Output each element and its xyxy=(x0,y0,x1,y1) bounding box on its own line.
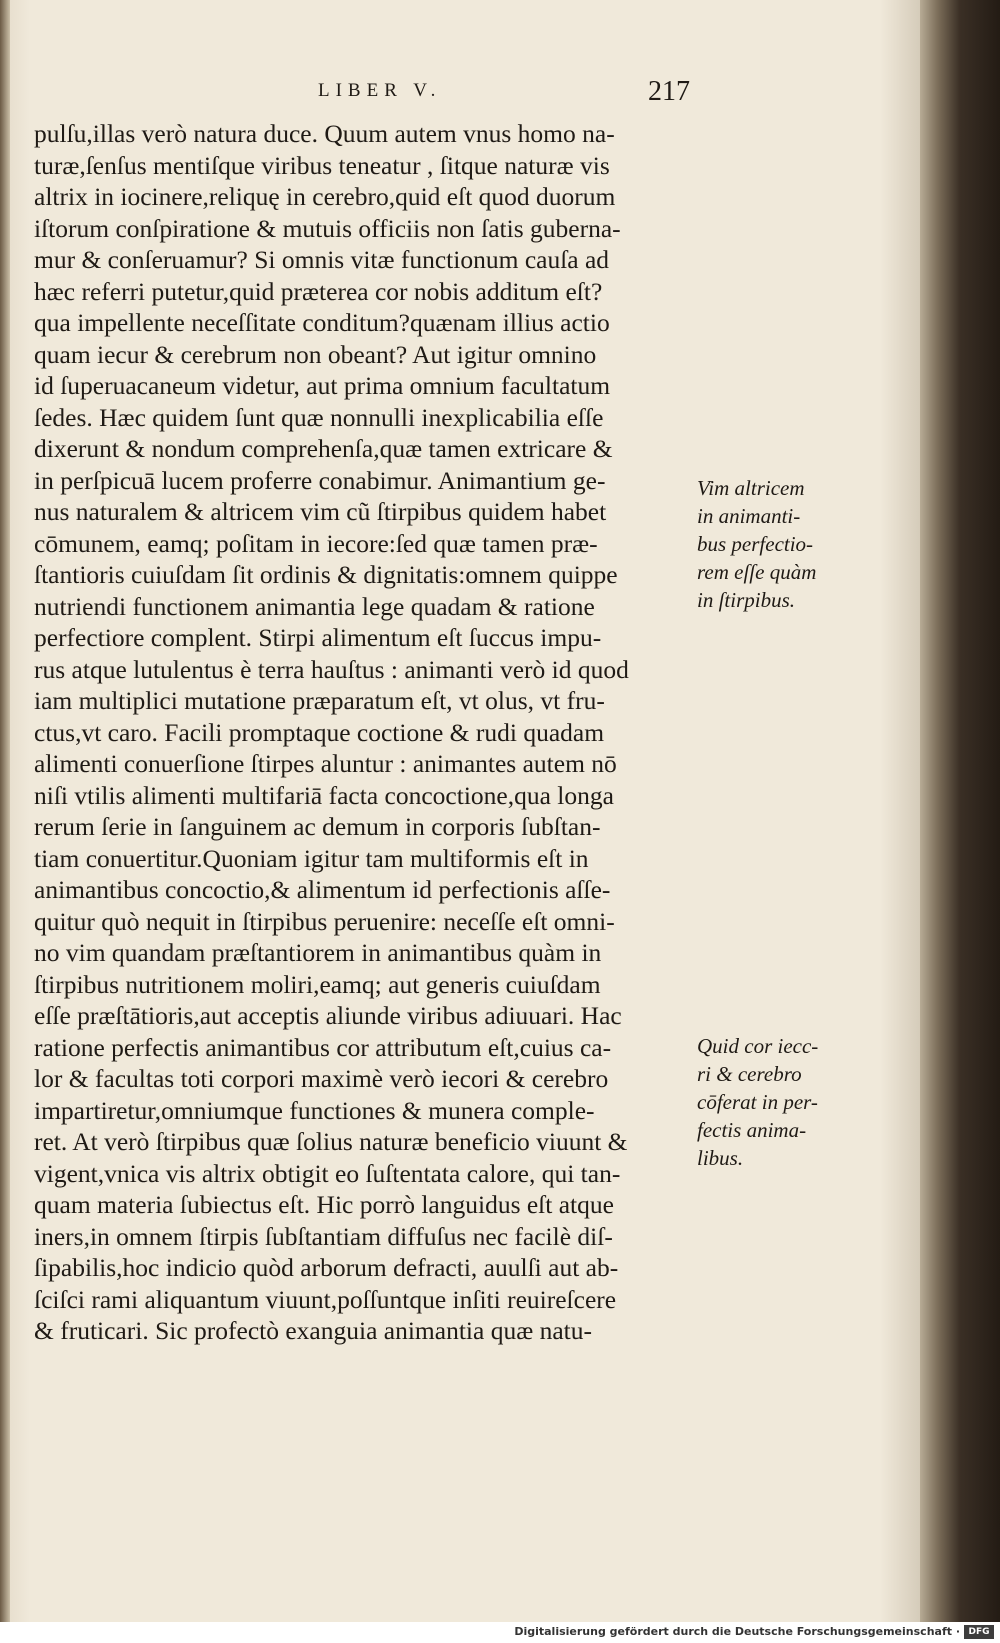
page-number: 217 xyxy=(648,76,690,107)
text-line: perfectiore complent. Stirpi alimentum eſt ſuccus impu- xyxy=(34,623,602,652)
text-line: rerum ſerie in ſanguinem ac demum in corporis ſubſtan- xyxy=(34,812,601,841)
text-line: ratione perfectis animantibus cor attributum eſt,cuius ca- xyxy=(34,1032,612,1062)
marginal-note-altricem xyxy=(697,474,862,614)
text-line: ſciſci rami aliquantum viuunt,poſſuntque inſiti reuireſcere xyxy=(34,1284,617,1314)
text-line: nutriendi functionem animantia lege quadam & ratione xyxy=(34,591,595,621)
marginal-note-cor xyxy=(697,1032,862,1172)
marginal-note-line: libus. xyxy=(697,1146,744,1170)
page-shadow-edge xyxy=(920,0,1000,1622)
marginal-note-line: Quid cor iecc- xyxy=(697,1034,819,1058)
footer-bar xyxy=(0,1622,1000,1643)
marginal-note-line: rem eſſe quàm xyxy=(697,560,817,584)
text-line: eſſe præſtātioris,aut acceptis aliunde viribus adiuuari. Hac xyxy=(34,1001,622,1030)
text-line: rus atque lutulentus è terra hauſtus : animanti verò id quod xyxy=(34,654,629,684)
marginal-note-line: cōferat in per- xyxy=(697,1090,818,1114)
text-line: quam materia ſubiectus eſt. Hic porrò languidus eſt atque xyxy=(34,1190,614,1219)
marginal-note-line: in ſtirpibus. xyxy=(697,588,796,612)
text-line: dixerunt & nondum comprehenſa,quæ tamen extricare & xyxy=(34,434,613,463)
text-line: animantibus concoctio,& alimentum id perfectionis aſſe- xyxy=(34,875,611,904)
text-line: qua impellente neceſſitate conditum?quænam illius actio xyxy=(34,308,610,337)
text-line: iners,in omnem ſtirpis ſubſtantiam diffuſus nec facilè diſ- xyxy=(34,1221,613,1251)
text-line: iſtorum conſpiratione & mutuis officiis non ſatis guberna- xyxy=(34,213,621,243)
text-line: iam multiplici mutatione præparatum eſt, vt olus, vt fru- xyxy=(34,686,605,715)
text-line: cōmunem, eamq; poſitam in iecore:ſed quæ tamen præ- xyxy=(34,528,598,558)
text-line: tiam conuertitur.Quoniam igitur tam multiformis eſt in xyxy=(34,843,589,873)
funding-credit: Digitalisierung gefördert durch die Deutsche Forschungsgemeinschaft · xyxy=(514,1625,960,1638)
text-line: ſtirpibus nutritionem moliri,eamq; aut generis cuiuſdam xyxy=(34,969,601,999)
text-line: nus naturalem & altricem vim cũ ſtirpibus quidem habet xyxy=(34,497,607,526)
text-line: turæ,ſenſus mentiſque viribus teneatur , ſitque naturæ vis xyxy=(34,150,610,180)
text-line: in perſpicuā lucem proferre conabimur. Animantium ge- xyxy=(34,465,606,495)
text-line: pulſu,illas verò natura duce. Quum autem vnus homo na- xyxy=(34,119,615,148)
binding-edge xyxy=(0,0,10,1622)
text-line: altrix in iocinere,reliquę in cerebro,quid eſt quod duorum xyxy=(34,182,616,211)
text-line: impartiretur,omniumque functiones & munera comple- xyxy=(34,1095,595,1125)
text-line: ret. At verò ſtirpibus quæ ſolius naturæ beneficio viuunt & xyxy=(34,1127,628,1156)
marginal-note-line: bus perfectio- xyxy=(697,532,814,556)
text-line: vigent,vnica vis altrix obtigit eo ſuſtentata calore, qui tan- xyxy=(34,1158,621,1188)
page-header xyxy=(30,76,690,110)
text-line: ſedes. Hæc quidem ſunt quæ nonnulli inexplicabilia eſſe xyxy=(34,402,604,432)
text-line: id ſuperuacaneum videtur, aut prima omnium facultatum xyxy=(34,371,611,400)
text-line: ſtantioris cuiuſdam ſit ordinis & dignitatis:omnem quippe xyxy=(34,560,618,589)
dfg-logo-icon: DFG xyxy=(964,1625,994,1639)
running-title: LIBER V. xyxy=(318,80,442,101)
text-line: & fruticari. Sic profectò exanguia animantia quæ natu- xyxy=(34,1316,592,1345)
marginal-note-line: ri & cerebro xyxy=(697,1062,802,1086)
main-text-block xyxy=(34,118,690,1347)
text-line: ſipabilis,hoc indicio quòd arborum defracti, auulſi aut ab- xyxy=(34,1253,619,1282)
text-line: alimenti conuerſione ſtirpes aluntur : animantes autem nō xyxy=(34,749,617,778)
text-line: quam iecur & cerebrum non obeant? Aut igitur omnino xyxy=(34,339,597,369)
text-line: ctus,vt caro. Facili promptaque coctione & rudi quadam xyxy=(34,717,605,747)
text-line: no vim quandam præſtantiorem in animantibus quàm in xyxy=(34,938,602,967)
marginal-note-line: Vim altricem xyxy=(697,476,805,500)
text-line: niſi vtilis alimenti multifariā facta concoctione,qua longa xyxy=(34,780,614,810)
text-line: hæc referri putetur,quid præterea cor nobis additum eſt? xyxy=(34,276,603,306)
text-line: lor & facultas toti corpori maximè verò iecori & cerebro xyxy=(34,1064,609,1093)
text-line: mur & conſeruamur? Si omnis vitæ functionum cauſa ad xyxy=(34,245,610,274)
marginal-note-line: fectis anima- xyxy=(697,1118,807,1142)
marginal-note-line: in animanti- xyxy=(697,504,801,528)
text-line: quitur quò nequit in ſtirpibus peruenire: neceſſe eſt omni- xyxy=(34,906,615,936)
